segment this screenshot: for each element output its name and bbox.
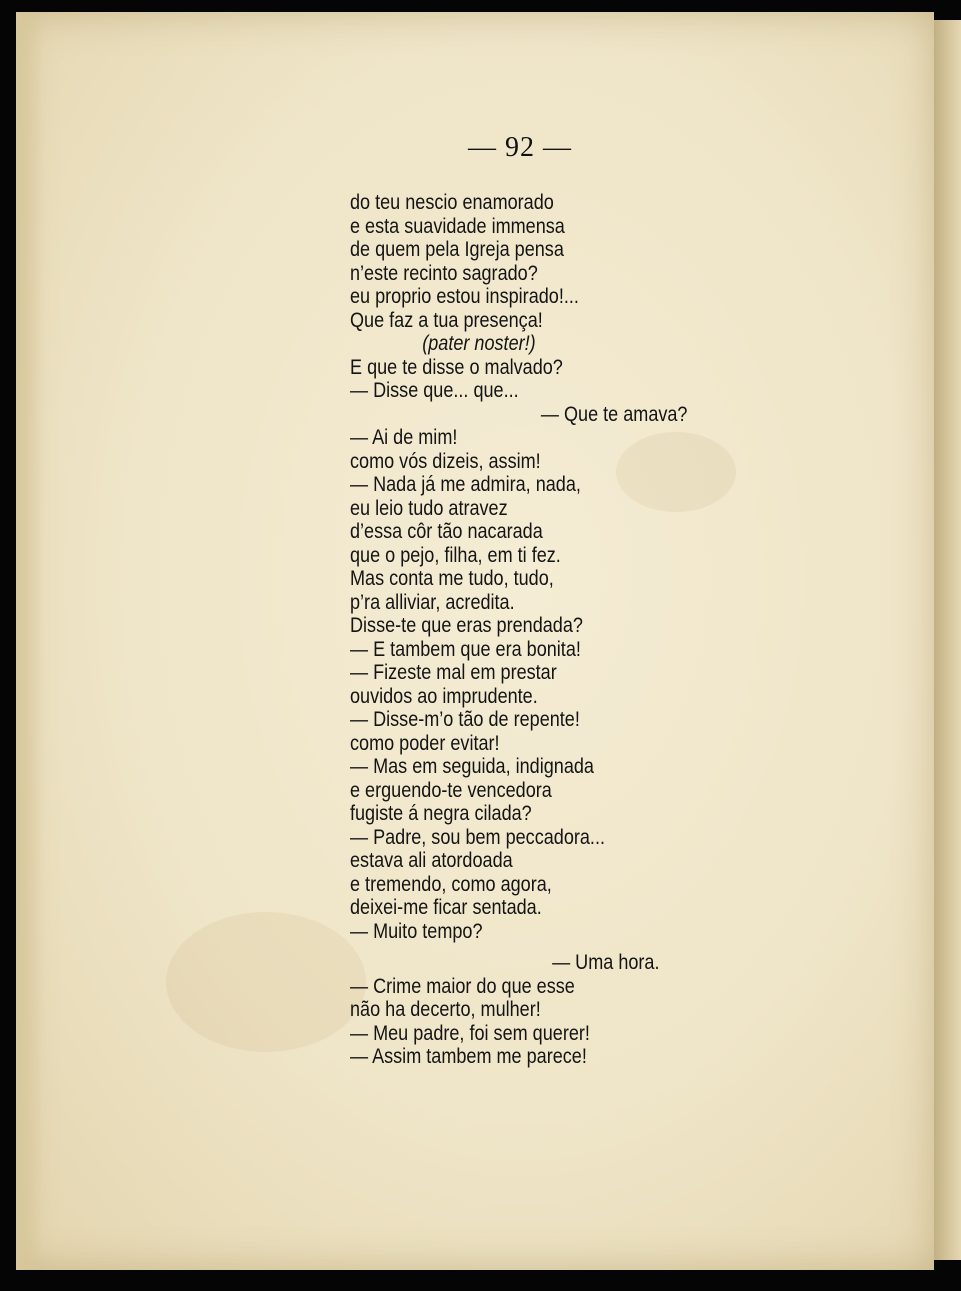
text-line: do teu nescio enamorado [350,191,554,214]
text-line: — Disse que... que... [350,379,519,402]
text-line: como poder evitar! [350,731,500,755]
poem-text [350,191,687,1069]
text-line: — Ai de mim! [350,426,458,449]
text-line: — Padre, sou bem peccadora... [350,825,605,849]
text-line: — Meu padre, foi sem querer! [350,1021,590,1045]
page-edge-shadow [16,12,44,1270]
stage-direction: (pater noster!) [422,332,536,355]
text-line: e esta suavidade immensa [350,214,565,238]
text-line: — Crime maior do que esse [350,974,575,998]
text-line: — Mas em seguida, indignada [350,755,594,778]
text-line: não ha decerto, mulher! [350,998,541,1021]
paper-stain [166,912,366,1052]
text-line-continued: — Que te amava? [540,402,688,426]
text-line: — Nada já me admira, nada, [350,473,581,496]
text-line: — Muito tempo? [350,919,483,943]
text-line: E que te disse o malvado? [350,355,563,379]
text-line: Disse-te que eras prendada? [350,614,583,637]
text-line: fugiste á negra cilada? [350,802,532,825]
text-line: Que faz a tua presença! [350,308,543,332]
text-line: n’este recinto sagrado? [350,261,538,285]
text-line: — Fizeste mal em prestar [350,661,557,684]
text-line: — Disse-m’o tão de repente! [350,708,580,731]
text-line-continued: — Uma hora. [552,951,660,974]
text-line: — E tambem que era bonita! [350,637,581,661]
text-line: como vós dizeis, assim! [350,449,541,473]
text-line: deixei-me ficar sentada. [350,896,542,919]
text-line: eu leio tudo atravez [350,496,508,520]
text-line: ouvidos ao imprudente. [350,684,538,708]
text-line: que o pejo, filha, em ti fez. [350,543,561,567]
text-line: de quem pela Igreja pensa [350,238,564,261]
text-line: d’essa côr tão nacarada [350,520,543,543]
text-line: p’ra alliviar, acredita. [350,590,515,614]
text-line: Mas conta me tudo, tudo, [350,567,554,590]
text-line: e erguendo-te vencedora [350,778,552,802]
text-line: e tremendo, como agora, [350,872,552,896]
page-number: — 92 — [468,132,572,163]
text-line: eu proprio estou inspirado!... [350,285,579,308]
text-line: — Assim tambem me parece! [350,1045,587,1068]
text-line: estava ali atordoada [350,849,513,872]
